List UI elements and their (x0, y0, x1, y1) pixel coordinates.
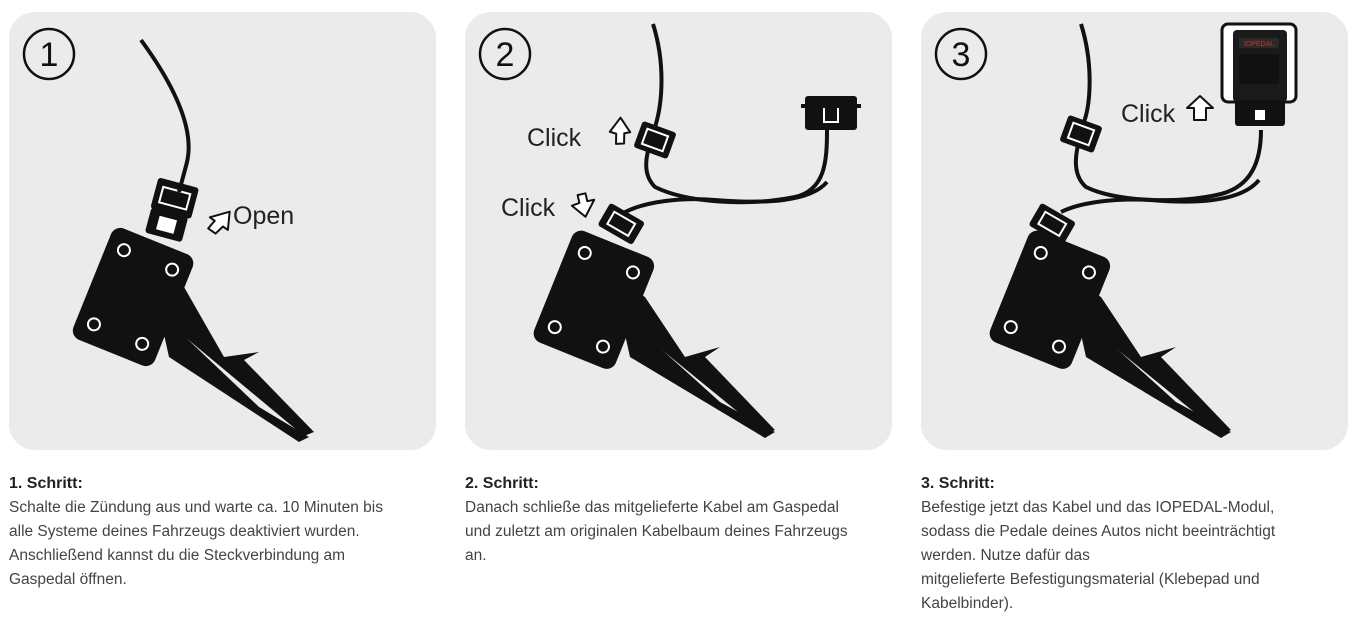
harness-connector (801, 96, 861, 130)
step-1-title: 1. Schritt: (9, 475, 83, 492)
step-1-diagram (9, 12, 436, 450)
click-arrow-down-icon (569, 190, 598, 219)
click-arrow-up-icon (1187, 96, 1213, 120)
body-line: alle Systeme deines Fahrzeugs deaktiviert wurden. (9, 523, 360, 540)
iopedal-module (1222, 24, 1296, 126)
click-label: Click (1121, 100, 1176, 128)
body-line: sodass die Pedale deines Autos nicht beeinträchtigt (921, 523, 1276, 540)
body-line: Befestige jetzt das Kabel und das IOPEDAL-Modul, (921, 499, 1275, 516)
step-1-body (9, 496, 427, 592)
body-line: und zuletzt am originalen Kabelbaum deines Fahrzeugs (465, 523, 848, 540)
click-label-top: Click (527, 124, 582, 152)
step-2-body (465, 496, 883, 568)
body-line: werden. Nutze dafür das (921, 547, 1090, 564)
adapter-cable (1061, 180, 1259, 212)
step-2-illustration (465, 12, 892, 450)
body-line: Gaspedal öffnen. (9, 571, 127, 588)
step-2-description (465, 472, 883, 568)
module-logo: IOPEDAL (1243, 41, 1275, 48)
step-1-illustration (9, 12, 436, 450)
click-arrow-up-icon (608, 116, 632, 145)
open-label: Open (233, 202, 295, 230)
body-line: Schalte die Zündung aus und warte ca. 10 Minuten bis (9, 499, 383, 516)
step-number-badge (24, 29, 74, 79)
step-2-title: 2. Schritt: (465, 475, 539, 492)
body-line: Kabelbinder). (921, 595, 1014, 612)
cable (141, 40, 189, 192)
step-1-description (9, 472, 427, 592)
step-number: 2 (495, 36, 515, 74)
body-line: mitgelieferte Befestigungsmaterial (Klebepad und (921, 571, 1260, 588)
cable-clip (1059, 115, 1102, 154)
click-label-bottom: Click (501, 194, 556, 222)
step-3-title: 3. Schritt: (921, 475, 995, 492)
step-3-body (921, 496, 1339, 616)
cable-clip (633, 121, 676, 160)
step-3-illustration (921, 12, 1348, 450)
step-2-diagram (465, 12, 892, 450)
connector-plug (597, 203, 645, 246)
original-cable (646, 24, 827, 202)
body-line: Danach schließe das mitgelieferte Kabel am Gaspedal (465, 499, 839, 516)
step-number-badge (480, 29, 530, 79)
step-number: 1 (39, 36, 59, 74)
step-number-badge (936, 29, 986, 79)
body-line: an. (465, 547, 487, 564)
step-3-diagram (921, 12, 1348, 450)
step-3-description (921, 472, 1339, 616)
step-number: 3 (951, 36, 971, 74)
body-line: Anschließend kannst du die Steckverbindung am (9, 547, 346, 564)
